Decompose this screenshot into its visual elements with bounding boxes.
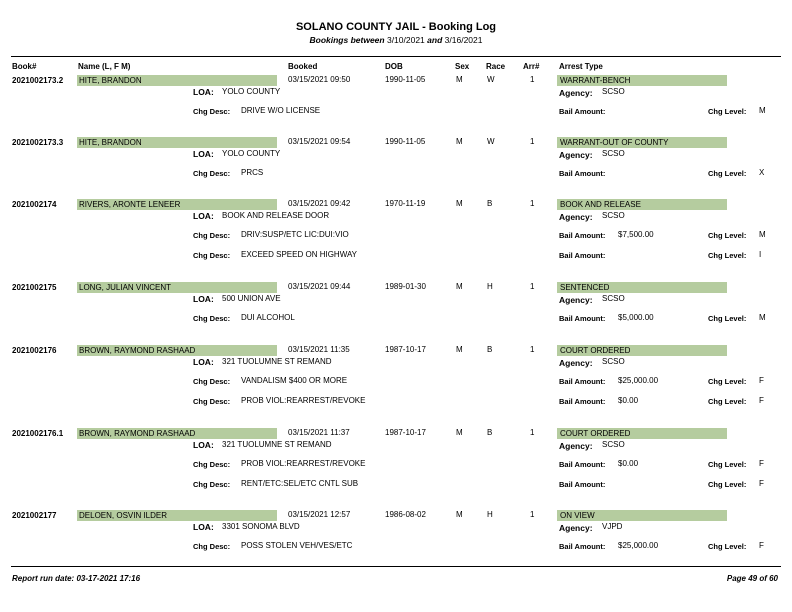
agency-label: Agency: [559, 441, 593, 451]
charge-description: DRIVE W/O LICENSE [241, 106, 321, 115]
arrest-number: 1 [530, 199, 535, 208]
race: B [487, 428, 493, 437]
sex: M [456, 282, 463, 291]
race: H [487, 282, 493, 291]
race: B [487, 199, 493, 208]
sex: M [456, 428, 463, 437]
loa-label: LOA: [193, 87, 214, 97]
loa-value: 500 UNION AVE [222, 294, 281, 303]
charge-level: M [759, 230, 766, 239]
dob: 1987-10-17 [385, 428, 426, 437]
arrest-number: 1 [530, 282, 535, 291]
chg-desc-label: Chg Desc: [193, 251, 231, 260]
bail-amount-label: Bail Amount: [559, 460, 606, 469]
agency-value: VJPD [602, 522, 623, 531]
chg-desc-label: Chg Desc: [193, 314, 231, 323]
dob: 1990-11-05 [385, 75, 426, 84]
agency-value: SCSO [602, 294, 625, 303]
charge-level: F [759, 376, 764, 385]
agency-label: Agency: [559, 212, 593, 222]
book-number: 2021002173.3 [12, 138, 64, 147]
bail-amount-label: Bail Amount: [559, 107, 606, 116]
chg-level-label: Chg Level: [708, 314, 747, 323]
bail-amount-label: Bail Amount: [559, 542, 606, 551]
chg-desc-label: Chg Desc: [193, 480, 231, 489]
charge-level: X [759, 168, 765, 177]
charge-level: I [759, 250, 762, 259]
arrest-number: 1 [530, 137, 535, 146]
booking-record [0, 199, 792, 259]
agency-value: SCSO [602, 149, 625, 158]
race: W [487, 75, 495, 84]
agency-label: Agency: [559, 88, 593, 98]
bail-amount-label: Bail Amount: [559, 231, 606, 240]
col-header-arr: Arr# [523, 62, 540, 71]
bail-amount: $25,000.00 [618, 541, 659, 550]
agency-label: Agency: [559, 295, 593, 305]
chg-desc-label: Chg Desc: [193, 377, 231, 386]
bail-amount: $0.00 [618, 459, 639, 468]
loa-label: LOA: [193, 149, 214, 159]
col-header-sex: Sex [455, 62, 470, 71]
page-number: Page 49 of 60 [726, 574, 778, 583]
charge-description: PROB VIOL:REARREST/REVOKE [241, 396, 366, 405]
sex: M [456, 75, 463, 84]
arrest-type: WARRANT-BENCH [560, 76, 631, 85]
race: B [487, 345, 493, 354]
loa-value: 3301 SONOMA BLVD [222, 522, 300, 531]
dob: 1989-01-30 [385, 282, 426, 291]
charge-description: EXCEED SPEED ON HIGHWAY [241, 250, 358, 259]
footer-rule [11, 566, 781, 567]
charge-description: VANDALISM $400 OR MORE [241, 376, 348, 385]
bail-amount-label: Bail Amount: [559, 251, 606, 260]
chg-level-label: Chg Level: [708, 107, 747, 116]
race: W [487, 137, 495, 146]
booked-datetime: 03/15/2021 09:44 [288, 282, 351, 291]
chg-level-label: Chg Level: [708, 480, 747, 489]
inmate-name: BROWN, RAYMOND RASHAAD [79, 346, 196, 355]
arrest-number: 1 [530, 75, 535, 84]
dob: 1990-11-05 [385, 137, 426, 146]
chg-level-label: Chg Level: [708, 542, 747, 551]
chg-desc-label: Chg Desc: [193, 542, 231, 551]
agency-value: SCSO [602, 87, 625, 96]
bail-amount: $7,500.00 [618, 230, 654, 239]
inmate-name: DELOEN, OSVIN ILDER [79, 511, 168, 520]
loa-value: YOLO COUNTY [222, 149, 281, 158]
booked-datetime: 03/15/2021 11:37 [288, 428, 350, 437]
sex: M [456, 199, 463, 208]
agency-label: Agency: [559, 358, 593, 368]
inmate-name: RIVERS, ARONTE LENEER [79, 200, 181, 209]
agency-value: SCSO [602, 440, 625, 449]
booked-datetime: 03/15/2021 09:50 [288, 75, 351, 84]
booking-record [0, 75, 792, 135]
col-header-arrest-type: Arrest Type [559, 62, 603, 71]
chg-desc-label: Chg Desc: [193, 460, 231, 469]
book-number: 2021002173.2 [12, 76, 64, 85]
inmate-name: BROWN, RAYMOND RASHAAD [79, 429, 196, 438]
chg-level-label: Chg Level: [708, 377, 747, 386]
sex: M [456, 345, 463, 354]
date-to: 3/16/2021 [444, 35, 483, 45]
booked-datetime: 03/15/2021 12:57 [288, 510, 351, 519]
booking-record [0, 282, 792, 342]
book-number: 2021002175 [12, 283, 57, 292]
arrest-type: WARRANT-OUT OF COUNTY [560, 138, 669, 147]
booked-datetime: 03/15/2021 09:54 [288, 137, 351, 146]
arrest-number: 1 [530, 428, 535, 437]
agency-label: Agency: [559, 150, 593, 160]
sex: M [456, 510, 463, 519]
bail-amount-label: Bail Amount: [559, 397, 606, 406]
book-number: 2021002174 [12, 200, 57, 209]
charge-description: DRIV:SUSP/ETC LIC:DUI:VIO [241, 230, 349, 239]
booking-record [0, 137, 792, 197]
chg-desc-label: Chg Desc: [193, 397, 231, 406]
subtitle-label-and: and [427, 35, 443, 45]
race: H [487, 510, 493, 519]
loa-label: LOA: [193, 211, 214, 221]
col-header-book: Book# [12, 62, 37, 71]
col-header-name: Name (L, F M) [78, 62, 131, 71]
loa-value: 321 TUOLUMNE ST REMAND [222, 440, 332, 449]
arrest-number: 1 [530, 510, 535, 519]
charge-level: M [759, 106, 766, 115]
bail-amount: $5,000.00 [618, 313, 654, 322]
bail-amount-label: Bail Amount: [559, 314, 606, 323]
book-number: 2021002176 [12, 346, 57, 355]
inmate-name: HITE, BRANDON [79, 138, 142, 147]
booking-record [0, 345, 792, 405]
agency-label: Agency: [559, 523, 593, 533]
charge-level: F [759, 479, 764, 488]
charge-level: F [759, 541, 764, 550]
charge-description: POSS STOLEN VEH/VES/ETC [241, 541, 353, 550]
loa-value: 321 TUOLUMNE ST REMAND [222, 357, 332, 366]
col-header-race: Race [486, 62, 506, 71]
booking-record [0, 428, 792, 488]
bail-amount-label: Bail Amount: [559, 169, 606, 178]
charge-description: RENT/ETC:SEL/ETC CNTL SUB [241, 479, 359, 488]
chg-desc-label: Chg Desc: [193, 231, 231, 240]
booking-record [0, 510, 792, 570]
chg-desc-label: Chg Desc: [193, 107, 231, 116]
loa-label: LOA: [193, 357, 214, 367]
dob: 1970-11-19 [385, 199, 426, 208]
loa-label: LOA: [193, 294, 214, 304]
charge-description: PROB VIOL:REARREST/REVOKE [241, 459, 366, 468]
date-from: 3/10/2021 [386, 35, 425, 45]
loa-label: LOA: [193, 440, 214, 450]
agency-value: SCSO [602, 357, 625, 366]
header-top-rule [11, 56, 781, 57]
chg-level-label: Chg Level: [708, 251, 747, 260]
chg-level-label: Chg Level: [708, 231, 747, 240]
agency-value: SCSO [602, 211, 625, 220]
charge-description: PRCS [241, 168, 264, 177]
chg-desc-label: Chg Desc: [193, 169, 231, 178]
report-title: SOLANO COUNTY JAIL - Booking Log [295, 21, 497, 33]
loa-value: YOLO COUNTY [222, 87, 281, 96]
inmate-name: LONG, JULIAN VINCENT [79, 283, 172, 292]
arrest-type: BOOK AND RELEASE [560, 200, 641, 209]
charge-level: M [759, 313, 766, 322]
arrest-number: 1 [530, 345, 535, 354]
charge-level: F [759, 459, 764, 468]
booked-datetime: 03/15/2021 09:42 [288, 199, 351, 208]
booked-datetime: 03/15/2021 11:35 [288, 345, 350, 354]
loa-label: LOA: [193, 522, 214, 532]
col-header-booked: Booked [288, 62, 318, 71]
bail-amount-label: Bail Amount: [559, 377, 606, 386]
arrest-type: SENTENCED [560, 283, 610, 292]
arrest-type: COURT ORDERED [560, 429, 631, 438]
charge-description: DUI ALCOHOL [241, 313, 295, 322]
col-header-dob: DOB [385, 62, 403, 71]
bail-amount-label: Bail Amount: [559, 480, 606, 489]
report-run-date: Report run date: 03-17-2021 17:16 [12, 574, 141, 583]
arrest-type: ON VIEW [560, 511, 595, 520]
chg-level-label: Chg Level: [708, 460, 747, 469]
subtitle-label-between: Bookings between [309, 35, 385, 45]
bail-amount: $25,000.00 [618, 376, 659, 385]
dob: 1986-08-02 [385, 510, 426, 519]
arrest-type: COURT ORDERED [560, 346, 631, 355]
inmate-name: HITE, BRANDON [79, 76, 142, 85]
bail-amount: $0.00 [618, 396, 639, 405]
dob: 1987-10-17 [385, 345, 426, 354]
book-number: 2021002176.1 [12, 429, 64, 438]
sex: M [456, 137, 463, 146]
report-subtitle [0, 35, 792, 45]
book-number: 2021002177 [12, 511, 57, 520]
chg-level-label: Chg Level: [708, 169, 747, 178]
loa-value: BOOK AND RELEASE DOOR [222, 211, 330, 220]
chg-level-label: Chg Level: [708, 397, 747, 406]
charge-level: F [759, 396, 764, 405]
